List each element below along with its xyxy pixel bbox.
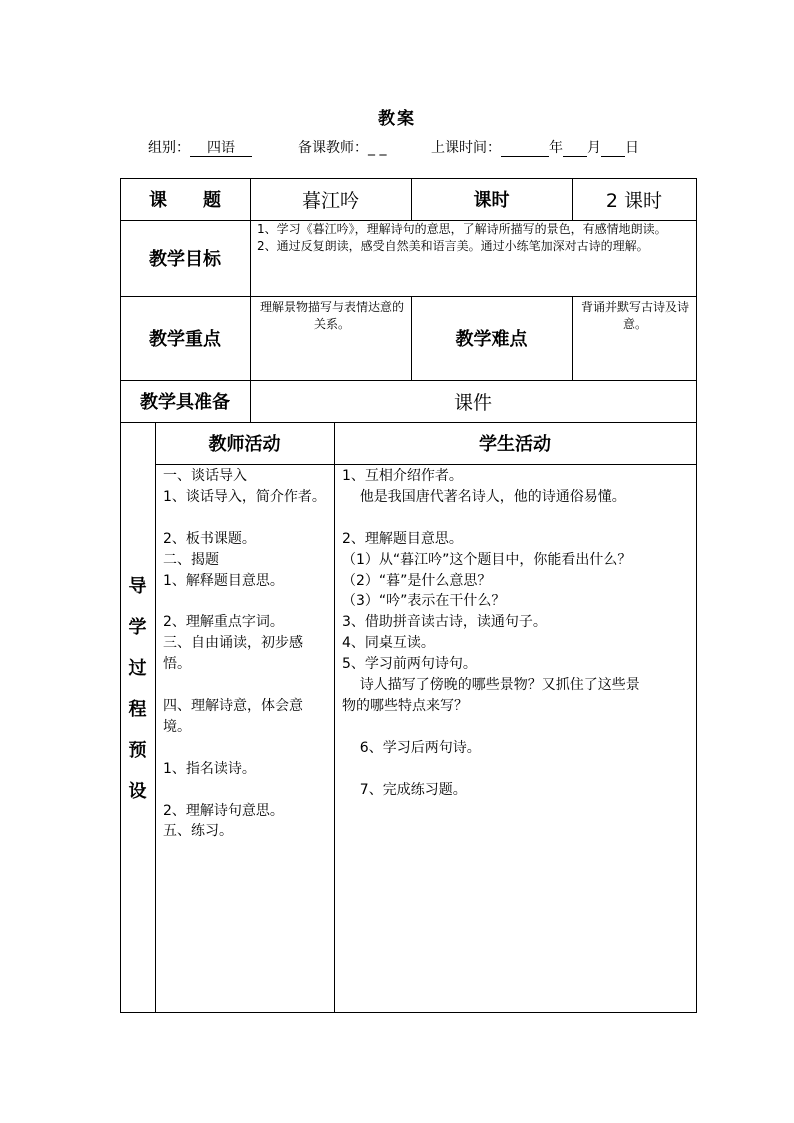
- teacher-info: [298, 137, 386, 157]
- border: [696, 178, 697, 1013]
- difficulty-label: 教学难点: [455, 329, 528, 350]
- document-title: 教案: [378, 109, 416, 129]
- day-blank: [601, 141, 625, 157]
- difficulty-text: 背诵并默写古诗及诗意。: [580, 300, 689, 331]
- goals-text: 1、学习《暮江吟》，理解诗句的意思，了解诗所描写的景色，有感情地朗读。 2、通过反复朗读，感受自然美和语言美。通过小练笔加深对古诗的理解。: [257, 222, 667, 253]
- key-label: 教学重点: [149, 329, 221, 350]
- key-text: 理解景物描写与表情达意的关系。: [259, 300, 404, 331]
- day-label: 日: [625, 140, 639, 156]
- period-value: 2 课时: [605, 189, 663, 212]
- time-label: 上课时间：: [431, 140, 501, 156]
- student-activities: 1、互相介绍作者。 他是我国唐代著名诗人，他的诗通俗易懂。 2、理解题目意思。 （1）从“暮江吟”这个题目中，你能看出什么？ （2）“暮”是什么意思？ （3）“吟”表示在干什么？ 3、借助拼音读古诗，读通句子。 4、同桌互读。 5、学习前两句诗句。 诗人描写了傍晚的哪些景物？又抓住了这些景 物的哪些特点来写？ 6、学习后两句诗。 7、完成练习题。: [342, 468, 640, 798]
- year-label: 年: [549, 140, 563, 156]
- teacher-label: 备课教师：: [298, 140, 368, 156]
- tools-label: 教学具准备: [140, 392, 230, 413]
- tools-value: 课件: [453, 391, 492, 414]
- month-label: 月: [587, 140, 601, 156]
- border: [120, 1012, 697, 1013]
- process-label: 导 学 过 程 预 设: [128, 576, 147, 802]
- border: [572, 296, 573, 381]
- student-column-header: 学生活动: [479, 434, 551, 455]
- year-blank: [501, 141, 549, 157]
- group-label: 组别：: [148, 140, 190, 156]
- teacher-value: _ _: [368, 140, 387, 156]
- teacher-column-header: 教师活动: [208, 434, 281, 455]
- time-info: [431, 137, 639, 157]
- teacher-activities: 一、谈话导入 1、谈话导入，简介作者。 2、板书课题。 二、揭题 1、解释题目意思。 2、理解重点字词。 三、自由诵读，初步感 悟。 四、理解诗意，体会意 境。 1、指名读诗。 2、理解诗句意思。 五、练习。: [163, 468, 326, 840]
- period-label: 课时: [473, 190, 510, 211]
- group-info: [148, 137, 252, 157]
- border: [334, 422, 335, 1013]
- goals-label: 教学目标: [149, 249, 221, 270]
- border: [155, 464, 697, 465]
- topic-value: 暮江吟: [301, 189, 359, 212]
- topic-label: 课 题: [149, 190, 221, 211]
- month-blank: [563, 141, 587, 157]
- group-value: 四语: [190, 141, 252, 157]
- border: [155, 422, 156, 1013]
